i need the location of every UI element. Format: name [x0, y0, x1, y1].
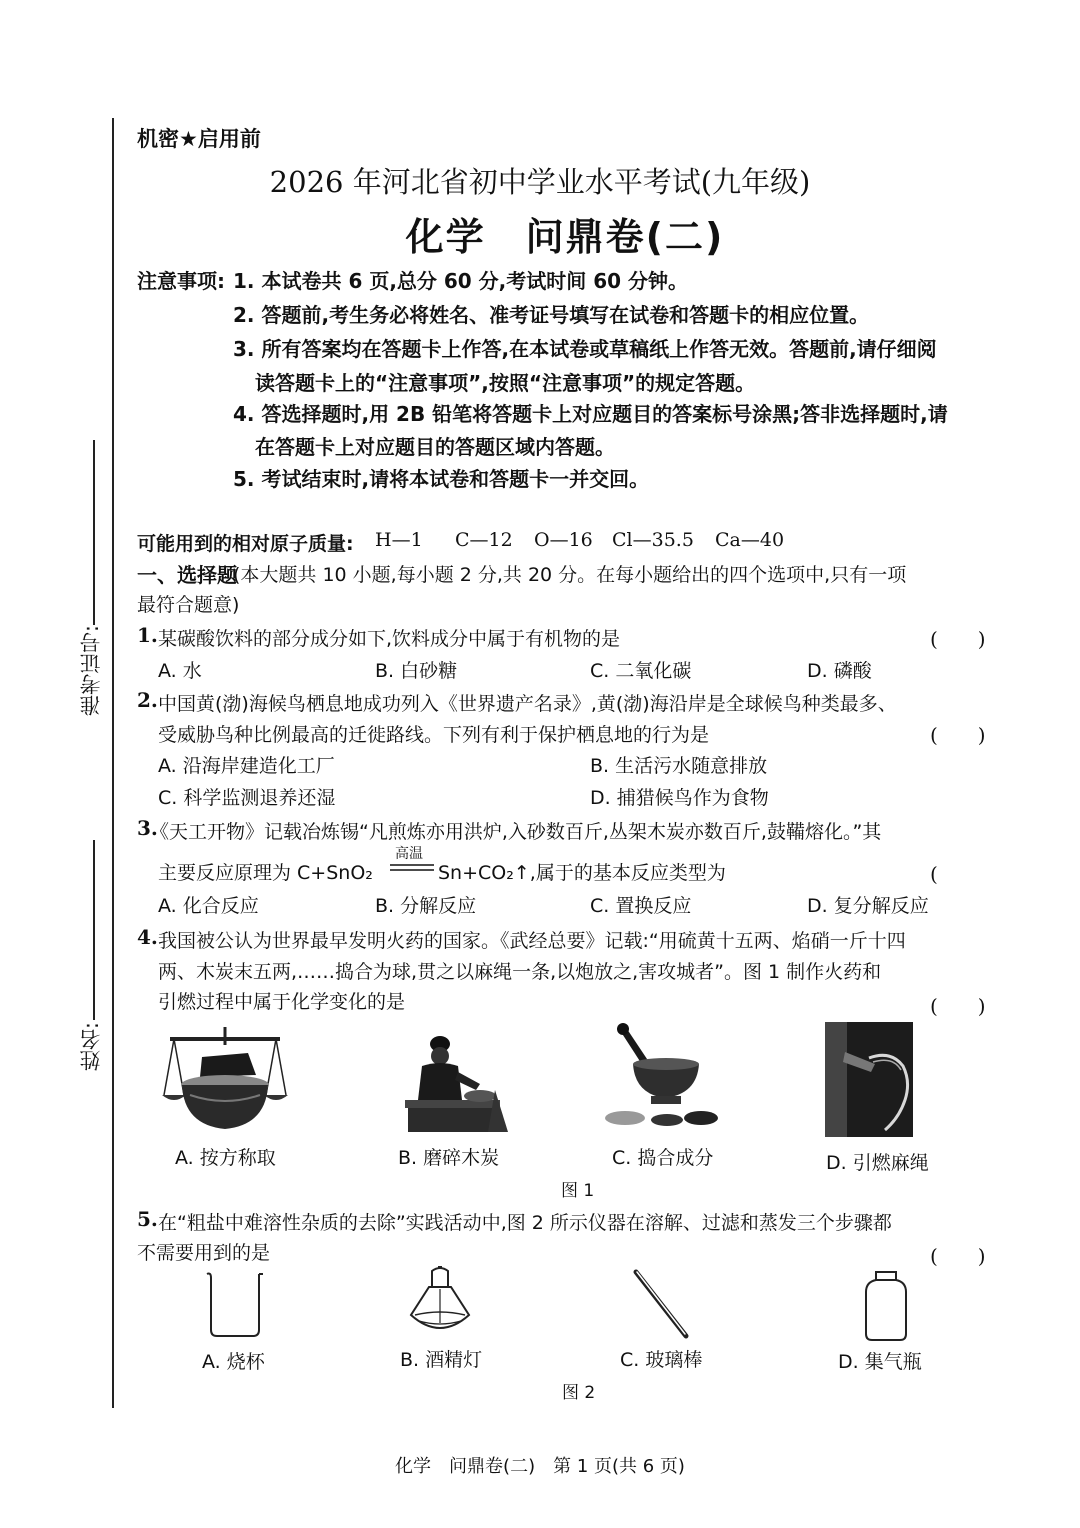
note-3-cont: 读答题卡上的“注意事项”,按照“注意事项”的规定答题。	[255, 371, 756, 395]
name-blank	[93, 840, 95, 1020]
q4-option-c: C. 捣合成分	[612, 1147, 714, 1169]
q3-option-c: C. 置换反应	[590, 895, 692, 917]
atomic-mass-label: 可能用到的相对原子质量:	[137, 533, 354, 555]
q2-text: 中国黄(渤)海候鸟栖息地成功列入《世界遗产名录》,黄(渤)海沿岸是全球候鸟种类最多、	[158, 693, 897, 715]
q4-option-d: D. 引燃麻绳	[826, 1152, 929, 1174]
q3-number: 3.	[137, 816, 158, 840]
q5-number: 5.	[137, 1207, 158, 1231]
q4-option-a: A. 按方称取	[175, 1147, 276, 1169]
q1-answer-paren: ( )	[930, 627, 986, 651]
q5-option-a: A. 烧杯	[202, 1351, 265, 1373]
q3-equals-sign	[390, 864, 434, 872]
atomic-mass-c: C—12	[455, 529, 513, 551]
q4-answer-paren: ( )	[930, 994, 986, 1018]
q1-option-a: A. 水	[158, 660, 202, 682]
note-1: 1. 本试卷共 6 页,总分 60 分,考试时间 60 分钟。	[233, 269, 689, 293]
page-footer: 化学 问鼎卷(二) 第 1 页(共 6 页)	[395, 1456, 685, 1477]
section-desc-cont: 最符合题意)	[137, 594, 240, 616]
q2-answer-paren: ( )	[930, 723, 986, 747]
atomic-mass-cl: Cl—35.5	[612, 529, 694, 551]
q1-text: 某碳酸饮料的部分成分如下,饮料成分中属于有机物的是	[158, 628, 621, 650]
q3-answer-paren: (	[930, 862, 978, 886]
atomic-mass-h: H—1	[375, 529, 423, 551]
q1-number: 1.	[137, 623, 158, 647]
atomic-mass-o: O—16	[534, 529, 593, 551]
note-4: 4. 答选择题时,用 2B 铅笔将答题卡上对应题目的答案标号涂黑;答非选择题时,请	[233, 402, 948, 426]
q2-option-d: D. 捕猎候鸟作为食物	[590, 787, 769, 809]
binding-line	[112, 118, 114, 1408]
note-5: 5. 考试结束时,请将本试卷和答题卡一并交回。	[233, 467, 650, 491]
q2-number: 2.	[137, 688, 158, 712]
q4-option-b: B. 磨碎木炭	[398, 1147, 500, 1169]
q5-answer-paren: ( )	[930, 1244, 986, 1268]
q4-text-cont: 两、木炭末五两,……捣合为球,贯之以麻绳一条,以炮放之,害攻城者”。图 1 制作火药和	[158, 961, 882, 983]
exam-no-blank	[93, 440, 95, 625]
notes-label: 注意事项:	[137, 269, 225, 293]
q2-option-b: B. 生活污水随意排放	[590, 755, 768, 777]
q1-option-d: D. 磷酸	[807, 660, 872, 682]
section-desc: (本大题共 10 小题,每小题 2 分,共 20 分。在每小题给出的四个选项中,只有一项	[233, 564, 907, 586]
q2-option-c: C. 科学监测退养还湿	[158, 787, 336, 809]
q2-option-a: A. 沿海岸建造化工厂	[158, 755, 335, 777]
q5-text: 在“粗盐中难溶性杂质的去除”实践活动中,图 2 所示仪器在溶解、过滤和蒸发三个步骤都	[158, 1212, 892, 1234]
figure-2-caption: 图 2	[562, 1383, 596, 1403]
q5-text-cont: 不需要用到的是	[137, 1242, 271, 1264]
q5-option-d: D. 集气瓶	[838, 1351, 922, 1373]
q3-option-a: A. 化合反应	[158, 895, 259, 917]
rope-fuse-image	[825, 1022, 913, 1137]
note-3: 3. 所有答案均在答题卡上作答,在本试卷或草稿纸上作答无效。答题前,请仔细阅	[233, 337, 937, 361]
subject-title: 化学 问鼎卷(二)	[405, 215, 725, 259]
balance-scale-image	[160, 1025, 290, 1135]
exam-no-label: 准考证号:	[79, 625, 103, 717]
section-label: 一、选择题	[137, 563, 237, 587]
glass-rod-image	[632, 1268, 690, 1340]
q3-equation-right: Sn+CO₂↑,属于的基本反应类型为	[438, 862, 726, 884]
q3-text: 《天工开物》记载冶炼锡“凡煎炼亦用洪炉,入砂数百斤,丛架木炭亦数百斤,鼓鞴熔化。”其	[150, 821, 882, 843]
mortar-pestle-image	[605, 1022, 720, 1130]
q5-option-b: B. 酒精灯	[400, 1349, 483, 1371]
q4-number: 4.	[137, 925, 158, 949]
q4-text-cont-2: 引燃过程中属于化学变化的是	[158, 991, 406, 1013]
note-4-cont: 在答题卡上对应题目的答题区域内答题。	[255, 435, 615, 459]
q3-option-d: D. 复分解反应	[807, 895, 929, 917]
figure-1-caption: 图 1	[561, 1181, 595, 1201]
grinding-image	[400, 1030, 510, 1135]
q2-text-cont: 受威胁鸟种比例最高的迁徙路线。下列有利于保护栖息地的行为是	[158, 724, 710, 746]
q1-option-b: B. 白砂糖	[375, 660, 458, 682]
q1-option-c: C. 二氧化碳	[590, 660, 692, 682]
gas-collecting-bottle-image	[862, 1270, 910, 1342]
secret-label: 机密★启用前	[137, 127, 261, 151]
q3-reaction-condition: 高温	[395, 846, 423, 862]
q5-option-c: C. 玻璃棒	[620, 1349, 703, 1371]
q4-text: 我国被公认为世界最早发明火药的国家。《武经总要》记载:“用硫黄十五两、焰硝一斤十四	[158, 930, 906, 952]
name-label: 姓名:	[79, 1022, 103, 1072]
beaker-image	[203, 1270, 267, 1340]
q3-option-b: B. 分解反应	[375, 895, 477, 917]
q3-equation-left: 主要反应原理为 C+SnO₂	[158, 862, 373, 884]
atomic-mass-ca: Ca—40	[715, 529, 785, 551]
exam-title: 2026 年河北省初中学业水平考试(九年级)	[269, 165, 811, 199]
alcohol-lamp-image	[405, 1265, 475, 1343]
note-2: 2. 答题前,考生务必将姓名、准考证号填写在试卷和答题卡的相应位置。	[233, 303, 870, 327]
